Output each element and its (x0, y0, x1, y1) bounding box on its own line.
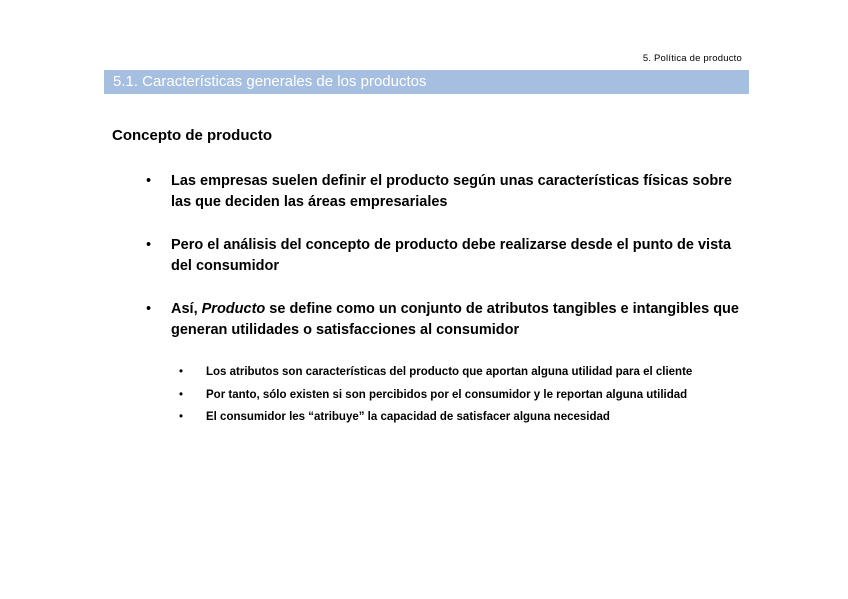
sub-bullet-item: • Por tanto, sólo existen si son percibidos por el consumidor y le reportan alguna utilidad (179, 387, 744, 405)
sub-bullet-list (179, 364, 744, 432)
bullet-item: • Las empresas suelen definir el producto según unas características físicas sobre las que deciden las áreas empresariales (146, 171, 746, 213)
section-title-bar: 5.1. Características generales de los productos (104, 70, 749, 94)
bullet-item (146, 299, 746, 341)
sub-bullet-item: • El consumidor les “atribuye” la capacidad de satisfacer alguna necesidad (179, 409, 744, 427)
bullet-text-prefix: Así, (171, 301, 202, 317)
page-heading: Concepto de producto (112, 127, 272, 144)
bullet-text-emphasis: Producto (201, 301, 266, 317)
main-bullet-list (146, 171, 746, 363)
bullet-item: • Pero el análisis del concepto de producto debe realizarse desde el punto de vista del consumidor (146, 235, 746, 277)
sub-bullet-item: • Los atributos son características del producto que aportan alguna utilidad para el cliente (179, 364, 744, 382)
chapter-label: 5. Política de producto (642, 53, 742, 64)
bullet-text-suffix: se define como un conjunto de atributos tangibles e intangibles que generan utilidades o satisfacciones al consumidor (171, 301, 739, 338)
